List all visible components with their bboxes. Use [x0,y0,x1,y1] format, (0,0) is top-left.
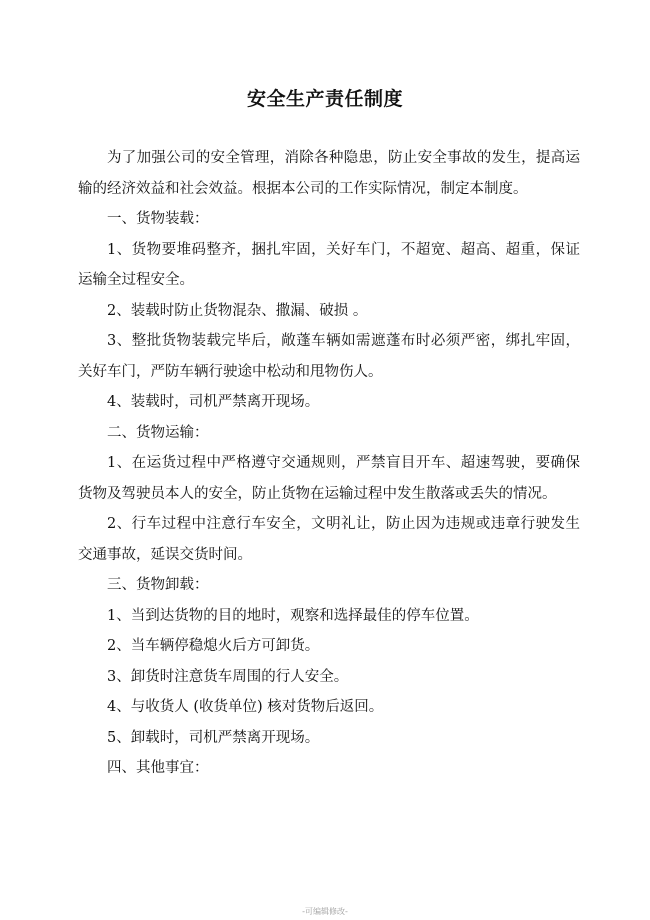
section-heading-other: 四、其他事宜： [107,760,209,776]
transport-item-2: 2、行车过程中注意行车安全，文明礼让，防止因为违规或违章行驶发生交通事故，延误交货时间。 [78,516,580,563]
unloading-item-2: 2、当车辆停稳熄火后方可卸货。 [107,638,320,654]
document-title: 安全生产责任制度 [246,88,403,110]
intro-paragraph: 为了加强公司的安全管理，消除各种隐患，防止安全事故的发生，提高运输的经济效益和社会效益。根据本公司的工作实际情况，制定本制度。 [78,150,580,197]
loading-item-2: 2、装载时防止货物混杂、撒漏、破损 。 [107,302,368,319]
section-heading-transport: 二、货物运输： [107,424,209,441]
loading-item-4: 4、装载时，司机严禁离开现场。 [107,394,320,410]
loading-item-3: 3、整批货物装载完毕后，敞蓬车辆如需遮蓬布时必须严密，绑扎牢固，关好车门，严防车辆行驶途中松动和甩物伤人。 [78,333,580,380]
unloading-item-3: 3、卸货时注意货车周围的行人安全。 [107,668,349,685]
loading-item-1: 1、货物要堆码整齐，捆扎牢固，关好车门，不超宽、超高、超重，保证运输全过程安全。 [78,241,580,288]
unloading-item-5: 5、卸载时，司机严禁离开现场。 [107,729,320,746]
page-footer: -可编辑修改- [302,907,348,916]
unloading-item-4: 4、与收货人 (收货单位) 核对货物后返回。 [107,699,384,715]
section-heading-loading: 一、货物装载： [107,211,209,227]
transport-item-1: 1、在运货过程中严格遵守交通规则，严禁盲目开车、超速驾驶，要确保货物及驾驶员本人的安全，防止货物在运输过程中发生散落或丢失的情况。 [78,455,580,502]
document-body [78,143,580,784]
section-heading-unloading: 三、货物卸载： [107,577,209,593]
unloading-item-1: 1、当到达货物的目的地时，观察和选择最佳的停车位置。 [107,607,479,624]
